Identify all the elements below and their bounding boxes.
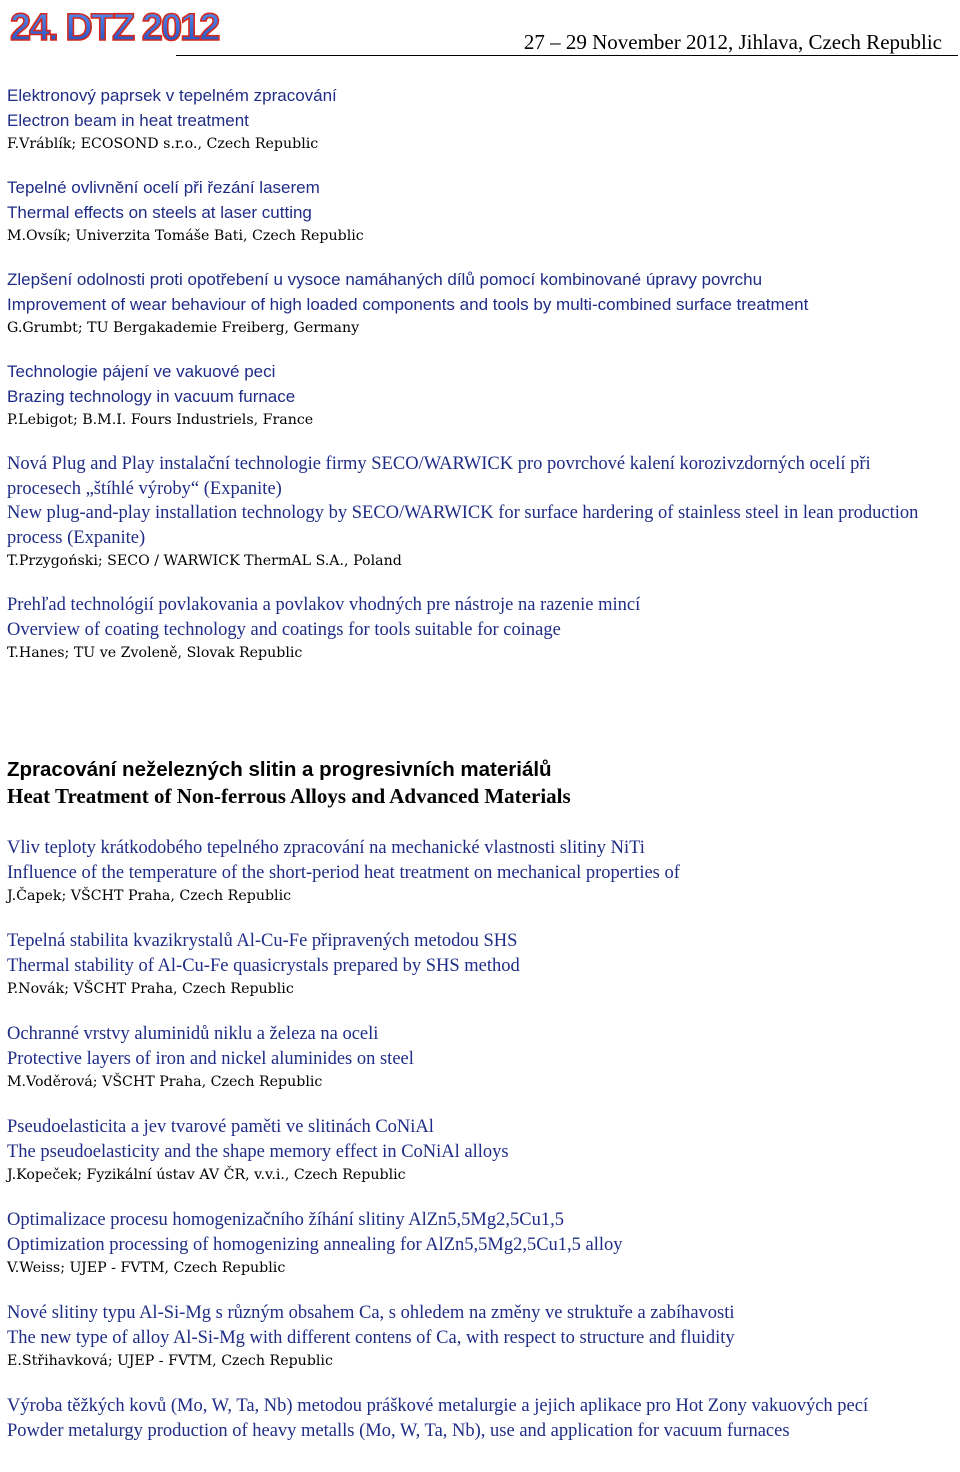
author-affiliation: J.Kopeček; Fyzikální ústav AV ČR, v.v.i., Czech Republic xyxy=(7,1167,406,1183)
author-affiliation: M.Voděrová; VŠCHT Praha, Czech Republic xyxy=(7,1074,323,1090)
title-czech: Nová Plug and Play instalační technologie firmy SECO/WARWICK pro povrchové kalení korozivzdorných ocelí při procesech „štíhlé výroby“ (Expanite) xyxy=(7,454,871,499)
header-rule xyxy=(176,55,958,56)
page-header xyxy=(0,0,960,60)
author-affiliation: G.Grumbt; TU Bergakademie Freiberg, Germany xyxy=(7,320,360,336)
list-item xyxy=(7,84,947,156)
program-list xyxy=(7,84,947,1464)
author-affiliation: P.Novák; VŠCHT Praha, Czech Republic xyxy=(7,981,294,997)
title-czech: Elektronový paprsek v tepelném zpracování xyxy=(7,86,337,105)
title-english: Influence of the temperature of the short-period heat treatment on mechanical properties of xyxy=(7,862,680,883)
title-english: Protective layers of iron and nickel aluminides on steel xyxy=(7,1048,414,1069)
author-affiliation: J.Čapek; VŠCHT Praha, Czech Republic xyxy=(7,888,292,904)
title-czech: Vliv teploty krátkodobého tepelného zpracování na mechanické vlastnosti slitiny NiTi xyxy=(7,838,645,858)
author-affiliation: F.Vráblík; ECOSOND s.r.o., Czech Republic xyxy=(7,136,319,152)
title-english: Overview of coating technology and coatings for tools suitable for coinage xyxy=(7,619,561,640)
title-english: Thermal effects on steels at laser cutting xyxy=(7,202,312,222)
list-item xyxy=(7,593,947,665)
list-item xyxy=(7,452,947,573)
author-affiliation: P.Lebigot; B.M.I. Fours Industriels, France xyxy=(7,412,314,428)
title-english: Electron beam in heat treatment xyxy=(7,110,249,130)
list-item xyxy=(7,1208,947,1280)
list-item xyxy=(7,360,947,432)
title-english: Improvement of wear behaviour of high loaded components and tools by multi-combined surface treatment xyxy=(7,294,809,314)
section-title-czech: Zpracování neželezných slitin a progresivních materiálů xyxy=(7,758,552,781)
title-english: Powder metalurgy production of heavy metalls (Mo, W, Ta, Nb), use and application for vacuum furnaces xyxy=(7,1420,790,1441)
author-affiliation: V.Weiss; UJEP - FVTM, Czech Republic xyxy=(7,1260,286,1276)
title-english: New plug-and-play installation technology by SECO/WARWICK for surface hardering of stainless steel in lean production process (Expanite) xyxy=(7,503,919,548)
title-english: The pseudoelasticity and the shape memory effect in CoNiAl alloys xyxy=(7,1141,509,1162)
title-czech: Optimalizace procesu homogenizačního žíhání slitiny AlZn5,5Mg2,5Cu1,5 xyxy=(7,1210,564,1230)
title-english: The new type of alloy Al-Si-Mg with different contens of Ca, with respect to structure and fluidity xyxy=(7,1327,735,1348)
list-item xyxy=(7,176,947,248)
list-item xyxy=(7,1301,947,1373)
title-czech: Pseudoelasticita a jev tvarové paměti ve slitinách CoNiAl xyxy=(7,1117,434,1137)
list-item xyxy=(7,1115,947,1187)
logo-text: 24. DTZ 2012 xyxy=(10,7,219,49)
dtz-logo-graphic xyxy=(8,2,219,50)
title-czech: Tepelné ovlivnění ocelí při řezání laserem xyxy=(7,178,320,197)
list-item xyxy=(7,1394,947,1443)
author-affiliation: T.Przygoński; SECO / WARWICK ThermAL S.A., Poland xyxy=(7,553,402,569)
title-english: Optimization processing of homogenizing annealing for AlZn5,5Mg2,5Cu1,5 alloy xyxy=(7,1234,623,1255)
list-item xyxy=(7,836,947,908)
list-item xyxy=(7,1022,947,1094)
conference-date: 27 – 29 November 2012, Jihlava, Czech Republic xyxy=(523,30,942,54)
title-english: Thermal stability of Al-Cu-Fe quasicrystals prepared by SHS method xyxy=(7,955,520,976)
title-czech: Ochranné vrstvy aluminidů niklu a železa na oceli xyxy=(7,1024,379,1044)
title-czech: Tepelná stabilita kvazikrystalů Al-Cu-Fe připravených metodou SHS xyxy=(7,931,518,951)
title-czech: Nové slitiny typu Al-Si-Mg s různým obsahem Ca, s ohledem na změny ve struktuře a zabíhavosti xyxy=(7,1303,735,1323)
list-item xyxy=(7,929,947,1001)
section-title-english: Heat Treatment of Non-ferrous Alloys and Advanced Materials xyxy=(7,784,571,808)
author-affiliation: T.Hanes; TU ve Zvoleně, Slovak Republic xyxy=(7,645,303,661)
section-heading xyxy=(7,757,947,810)
list-item xyxy=(7,268,947,340)
title-czech: Prehľad technológií povlakovania a povlakov vhodných pre nástroje na razenie mincí xyxy=(7,595,641,615)
author-affiliation: E.Střihavková; UJEP - FVTM, Czech Republic xyxy=(7,1353,333,1369)
title-czech: Technologie pájení ve vakuové peci xyxy=(7,362,276,381)
title-english: Brazing technology in vacuum furnace xyxy=(7,386,296,406)
author-affiliation: M.Ovsík; Univerzita Tomáše Bati, Czech Republic xyxy=(7,228,364,244)
title-czech: Výroba těžkých kovů (Mo, W, Ta, Nb) metodou práškové metalurgie a jejich aplikace pro Hot Zony vakuových pecí xyxy=(7,1396,869,1416)
title-czech: Zlepšení odolnosti proti opotřebení u vysoce namáhaných dílů pomocí kombinované úpravy povrchu xyxy=(7,270,763,289)
conference-logo xyxy=(8,2,219,50)
